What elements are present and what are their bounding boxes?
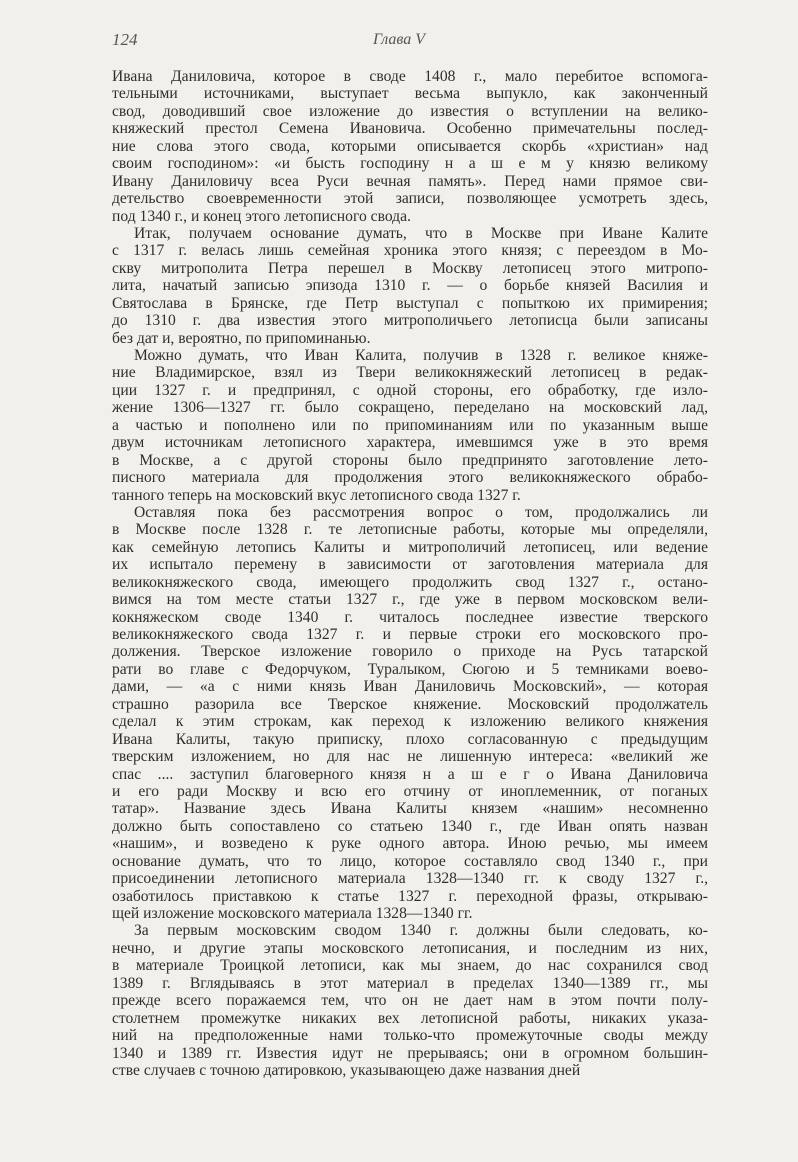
- text-line: Оставляя пока без рассмотрения вопрос о том, продолжались ли: [134, 503, 708, 521]
- text-line: тверским изложением, но для нас не лишенную интереса: «великий же: [112, 748, 708, 766]
- text-line: стве случаев с точною датировкою, указывающею даже названия дней: [112, 1061, 581, 1079]
- paragraph: [112, 922, 708, 1079]
- text-line: ний на предположенные нами только-что промежуточные своды между: [112, 1027, 708, 1045]
- text-line: должно быть сопоставлено со статьею 1340 г., где Иван опять назван: [112, 817, 708, 835]
- text-line: Святослава в Брянске, где Петр выступал с попыткою их примирения;: [112, 294, 708, 312]
- text-line: должения. Тверское изложение говорило о приходе на Русь татарской: [112, 643, 708, 661]
- text-line: двум источникам летописного характера, имевшимся уже в это время: [112, 434, 708, 452]
- text-line: и его ради Москву и всю его отчину от иноплеменник, от поганых: [112, 782, 708, 800]
- text-line: тельными источниками, выступает весьма выпукло, как законченный: [112, 85, 708, 103]
- text-line: а частью и пополнено или по припоминаниям или по указанным выше: [112, 416, 708, 434]
- text-line: щей изложение московского материала 1328—1340 гг.: [112, 905, 473, 922]
- text-line: основание думать, что то лицо, которое составляло свод 1340 г., при: [112, 852, 708, 870]
- text-line: нечно, и другие этапы московского летописания, и последним из них,: [112, 939, 708, 957]
- text-line: свод, доводивший свое изложение до известия о вступлении на велико-: [112, 102, 708, 120]
- text-line: Ивана Калиты, такую приписку, плохо согласованную с предыдущим: [112, 730, 708, 748]
- paragraph: [112, 225, 708, 347]
- text-line: За первым московским сводом 1340 г. должны были следовать, ко-: [134, 922, 708, 940]
- text-line: своим господином»: «и бысть господину н а ш е м у князю великому: [112, 155, 708, 173]
- text-line: жение 1306—1327 гг. было сокращено, переделано на московский лад,: [112, 399, 708, 417]
- text-line: в материале Троицкой летописи, как мы знаем, до нас сохранился свод: [112, 957, 708, 975]
- text-line: лита, начатый записью эпизода 1310 г. — о борьбе князей Василия и: [112, 277, 708, 295]
- text-line: страшно разорила все Тверское княжение. Московский продолжатель: [112, 695, 708, 713]
- text-line: до 1310 г. два известия этого митрополичьего летописца были записаны: [112, 312, 708, 330]
- text-line: писного материала для продолжения этого великокняжеского обрабо-: [112, 469, 708, 487]
- text-line: 1389 г. Вглядываясь в этот материал в пределах 1340—1389 гг., мы: [112, 974, 708, 992]
- text-line: ции 1327 г. и предпринял, с одной стороны, его обработку, где изло-: [112, 381, 708, 399]
- text-line: Можно думать, что Иван Калита, получив в 1328 г. великое княже-: [134, 347, 708, 364]
- text-line: столетнем промежутке никаких вех летописной работы, никаких указа-: [112, 1009, 708, 1027]
- body-text: [112, 68, 708, 1079]
- text-line: великокняжеского свода, имеющего продолжить свод 1327 г., остано-: [112, 573, 708, 591]
- running-title: Глава V: [372, 31, 426, 48]
- text-line: вимся на том месте статьи 1327 г., где уже в первом московском вели-: [112, 591, 708, 609]
- text-line: ние Владимирское, взял из Твери великокняжеский летописец в редак-: [112, 364, 708, 382]
- text-line: в Москве после 1328 г. те летописные работы, которые мы определяли,: [112, 521, 708, 539]
- page-number: 124: [112, 30, 138, 49]
- text-line: сделал к этим строкам, как переход к изложению великого княжения: [112, 713, 708, 731]
- text-line: присоединении летописного материала 1328—1340 гг. к своду 1327 г.,: [112, 870, 708, 888]
- text-line: их испытало перемену в зависимости от заготовления материала для: [112, 556, 708, 574]
- paragraph: [112, 347, 708, 504]
- text-line: Ивана Даниловича, которое в своде 1408 г., мало перебитое вспомога-: [112, 68, 708, 85]
- text-line: Итак, получаем основание думать, что в Москве при Иване Калите: [134, 224, 708, 242]
- text-line: татар». Название здесь Ивана Калиты князем «нашим» несомненно: [112, 800, 708, 818]
- text-line: «нашим», и возведено к руке одного автора. Иною речью, мы имеем: [112, 835, 708, 853]
- text-line: рати во главе с Федорчуком, Туралыком, Сюгою и 5 темниками воево-: [112, 660, 708, 678]
- paragraph: [112, 68, 708, 225]
- text-line: детельство своевременности этой записи, позволяющее усмотреть здесь,: [112, 190, 708, 208]
- text-line: под 1340 г., и конец этого летописного свода.: [112, 207, 411, 225]
- text-line: озаботилось приставкою к статье 1327 г. переходной фразы, открываю-: [112, 887, 708, 905]
- text-line: прежде всего поражаемся тем, что он не дает нам в этом почти полу-: [112, 992, 708, 1010]
- text-line: дами, — «а с ними князь Иван Даниловичь Московский», — которая: [112, 678, 708, 696]
- text-line: спас .... заступил благоверного князя н а ш е г о Ивана Даниловича: [112, 765, 708, 783]
- text-line: княжеский престол Семена Ивановича. Особенно примечательны послед-: [112, 120, 708, 138]
- text-line: в Москве, а с другой стороны было предпринято заготовление лето-: [112, 451, 708, 469]
- text-line: без дат и, вероятно, по припоминанью.: [112, 329, 371, 347]
- text-line: великокняжеского свода 1327 г. и первые строки его московского про-: [112, 626, 708, 643]
- text-line: с 1317 г. велась лишь семейная хроника этого князя; с переездом в Мо-: [112, 242, 708, 260]
- text-line: танного теперь на московский вкус летописного свода 1327 г.: [112, 486, 521, 504]
- text-line: как семейную летопись Калиты и митрополичий летописец, или ведение: [112, 538, 708, 556]
- text-line: Ивану Даниловичу всеа Руси вечная память». Перед нами прямое сви-: [112, 172, 708, 190]
- text-line: ние слова этого свода, которыми описывается скорбь «христиан» над: [112, 137, 708, 155]
- paragraph: [112, 504, 708, 923]
- text-line: 1340 и 1389 гг. Известия идут не прерываясь; они в огромном большин-: [112, 1044, 708, 1062]
- text-line: скву митрополита Петра перешел в Москву летописец этого митропо-: [112, 259, 708, 277]
- text-line: кокняжеском своде 1340 г. читалось последнее известие тверского: [112, 608, 708, 626]
